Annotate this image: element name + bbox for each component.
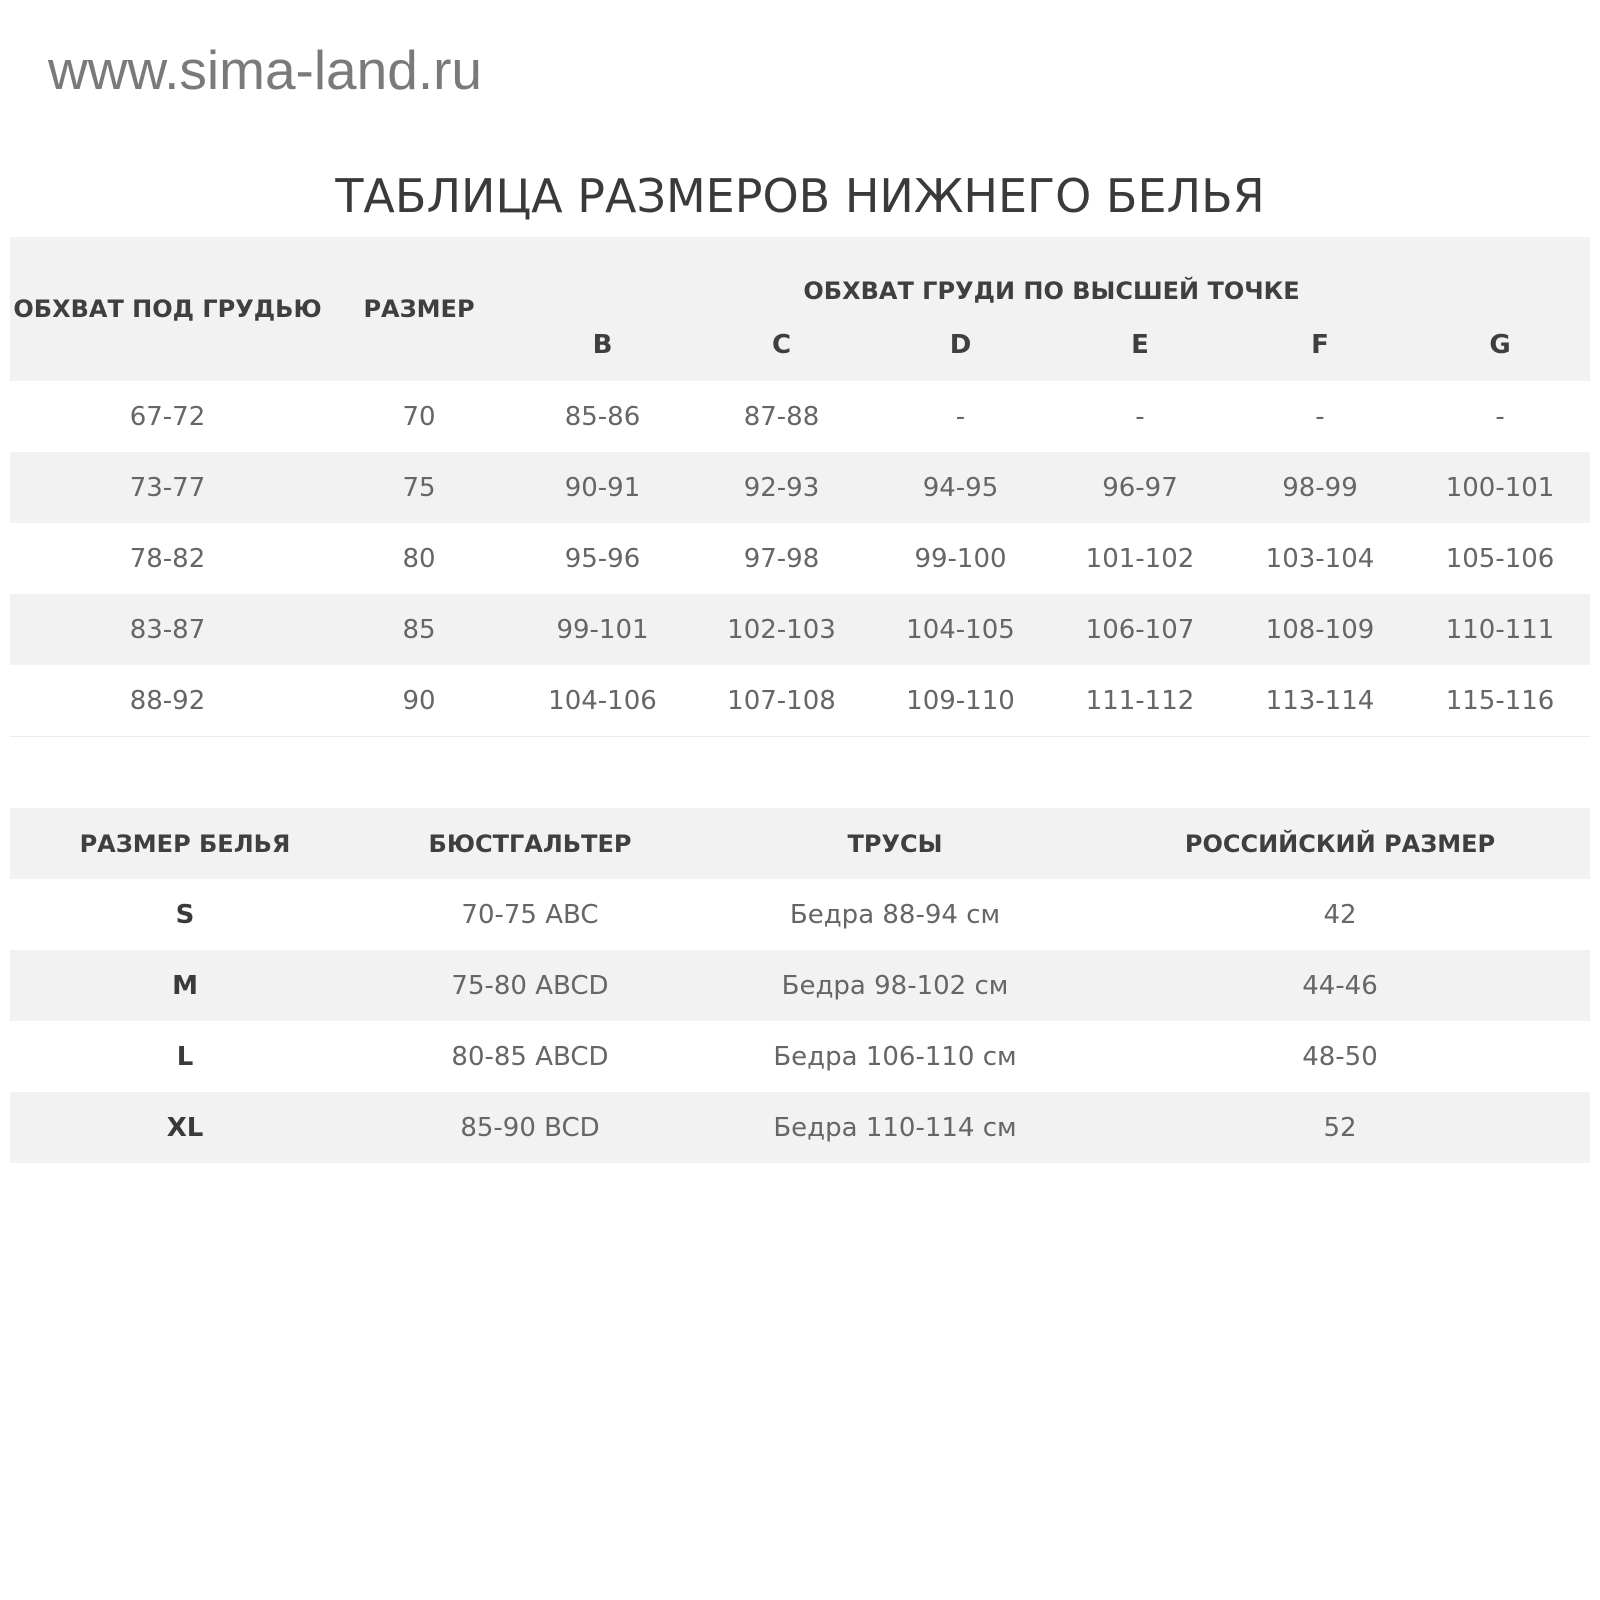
cell-cup-e: 106-107 <box>1050 594 1230 665</box>
table-row <box>10 1092 1590 1163</box>
cell-cup-d: 99-100 <box>914 543 1007 574</box>
table-row <box>10 594 1590 665</box>
cell-cup-d: 104-105 <box>871 594 1050 665</box>
cell-cup-f: 108-109 <box>1230 594 1410 665</box>
cell-cup-f: - <box>1315 401 1325 432</box>
cell-underbust: 73-77 <box>10 452 325 523</box>
table-row <box>10 452 1590 523</box>
cell-cup-d: 109-110 <box>871 665 1050 737</box>
cell-russian-size: 44-46 <box>1090 950 1590 1021</box>
cell-briefs: Бедра 110-114 см <box>700 1092 1090 1163</box>
table-row <box>10 950 1590 1021</box>
cell-underbust: 88-92 <box>10 665 325 737</box>
bra-size-table <box>10 237 1590 737</box>
header-bust-group: ОБХВАТ ГРУДИ ПО ВЫСШЕЙ ТОЧКЕ <box>513 237 1590 309</box>
cell-bra: 80-85 ABCD <box>451 1041 609 1072</box>
cell-russian-size: 42 <box>1323 899 1357 930</box>
cell-size: 80 <box>402 543 436 574</box>
cell-cup-c: 97-98 <box>743 543 820 574</box>
cell-cup-c: 87-88 <box>743 401 820 432</box>
cell-cup-g: 105-106 <box>1445 543 1555 574</box>
cell-size: 75 <box>325 452 513 523</box>
cell-cup-b: 90-91 <box>513 452 692 523</box>
underwear-size-table <box>10 808 1590 1163</box>
cell-cup-e: 96-97 <box>1050 452 1230 523</box>
cell-cup-b: 85-86 <box>564 401 641 432</box>
cell-underwear-size: S <box>175 899 195 930</box>
cell-cup-c: 92-93 <box>692 452 871 523</box>
cell-russian-size: 48-50 <box>1302 1041 1378 1072</box>
table-row <box>10 523 1590 594</box>
cell-cup-g: 100-101 <box>1410 452 1590 523</box>
table-row <box>10 665 1590 737</box>
cell-size: 70 <box>402 401 436 432</box>
cell-cup-e: - <box>1135 401 1145 432</box>
cell-cup-c: 102-103 <box>692 594 871 665</box>
header-cup-e: E <box>1050 309 1230 381</box>
cell-underwear-size: XL <box>10 1092 360 1163</box>
cell-cup-f: 103-104 <box>1265 543 1375 574</box>
header-bra: БЮСТГАЛЬТЕР <box>360 808 700 879</box>
cell-briefs: Бедра 98-102 см <box>700 950 1090 1021</box>
cell-cup-f: 113-114 <box>1230 665 1410 737</box>
cell-cup-d: - <box>955 401 966 432</box>
cell-underbust: 78-82 <box>129 543 206 574</box>
cell-cup-b: 95-96 <box>564 543 641 574</box>
cell-bra: 70-75 ABC <box>461 899 599 930</box>
cell-cup-g: 115-116 <box>1410 665 1590 737</box>
cell-cup-b: 99-101 <box>513 594 692 665</box>
cell-size: 85 <box>325 594 513 665</box>
cell-russian-size: 52 <box>1090 1092 1590 1163</box>
cell-briefs: Бедра 106-110 см <box>773 1041 1017 1072</box>
cell-briefs: Бедра 88-94 см <box>789 899 1001 930</box>
cell-cup-f: 98-99 <box>1230 452 1410 523</box>
header-underwear-size: РАЗМЕР БЕЛЬЯ <box>10 808 360 879</box>
cell-underwear-size: M <box>10 950 360 1021</box>
cell-cup-e: 111-112 <box>1050 665 1230 737</box>
cell-underbust: 67-72 <box>129 401 206 432</box>
cell-cup-c: 107-108 <box>692 665 871 737</box>
header-size: РАЗМЕР <box>325 237 513 381</box>
header-briefs: ТРУСЫ <box>700 808 1090 879</box>
cell-cup-g: - <box>1495 401 1505 432</box>
cell-underwear-size: L <box>176 1041 194 1072</box>
table-row <box>10 381 1590 452</box>
cell-bra: 75-80 ABCD <box>360 950 700 1021</box>
header-underbust: ОБХВАТ ПОД ГРУДЬЮ <box>10 237 325 381</box>
cell-size: 90 <box>325 665 513 737</box>
cell-cup-b: 104-106 <box>513 665 692 737</box>
header-cup-f: F <box>1230 309 1410 381</box>
cell-cup-e: 101-102 <box>1085 543 1195 574</box>
watermark: www.sima-land.ru <box>48 39 483 101</box>
cell-bra: 85-90 BCD <box>360 1092 700 1163</box>
table-row <box>10 879 1590 950</box>
page-title: ТАБЛИЦА РАЗМЕРОВ НИЖНЕГО БЕЛЬЯ <box>335 168 1265 223</box>
header-cup-g: G <box>1410 309 1590 381</box>
header-russian-size: РОССИЙСКИЙ РАЗМЕР <box>1090 808 1590 879</box>
header-cup-d: D <box>871 309 1050 381</box>
cell-underbust: 83-87 <box>10 594 325 665</box>
header-cup-b: B <box>513 309 692 381</box>
cell-cup-g: 110-111 <box>1410 594 1590 665</box>
table-row <box>10 1021 1590 1092</box>
cell-cup-d: 94-95 <box>871 452 1050 523</box>
header-cup-c: C <box>692 309 871 381</box>
